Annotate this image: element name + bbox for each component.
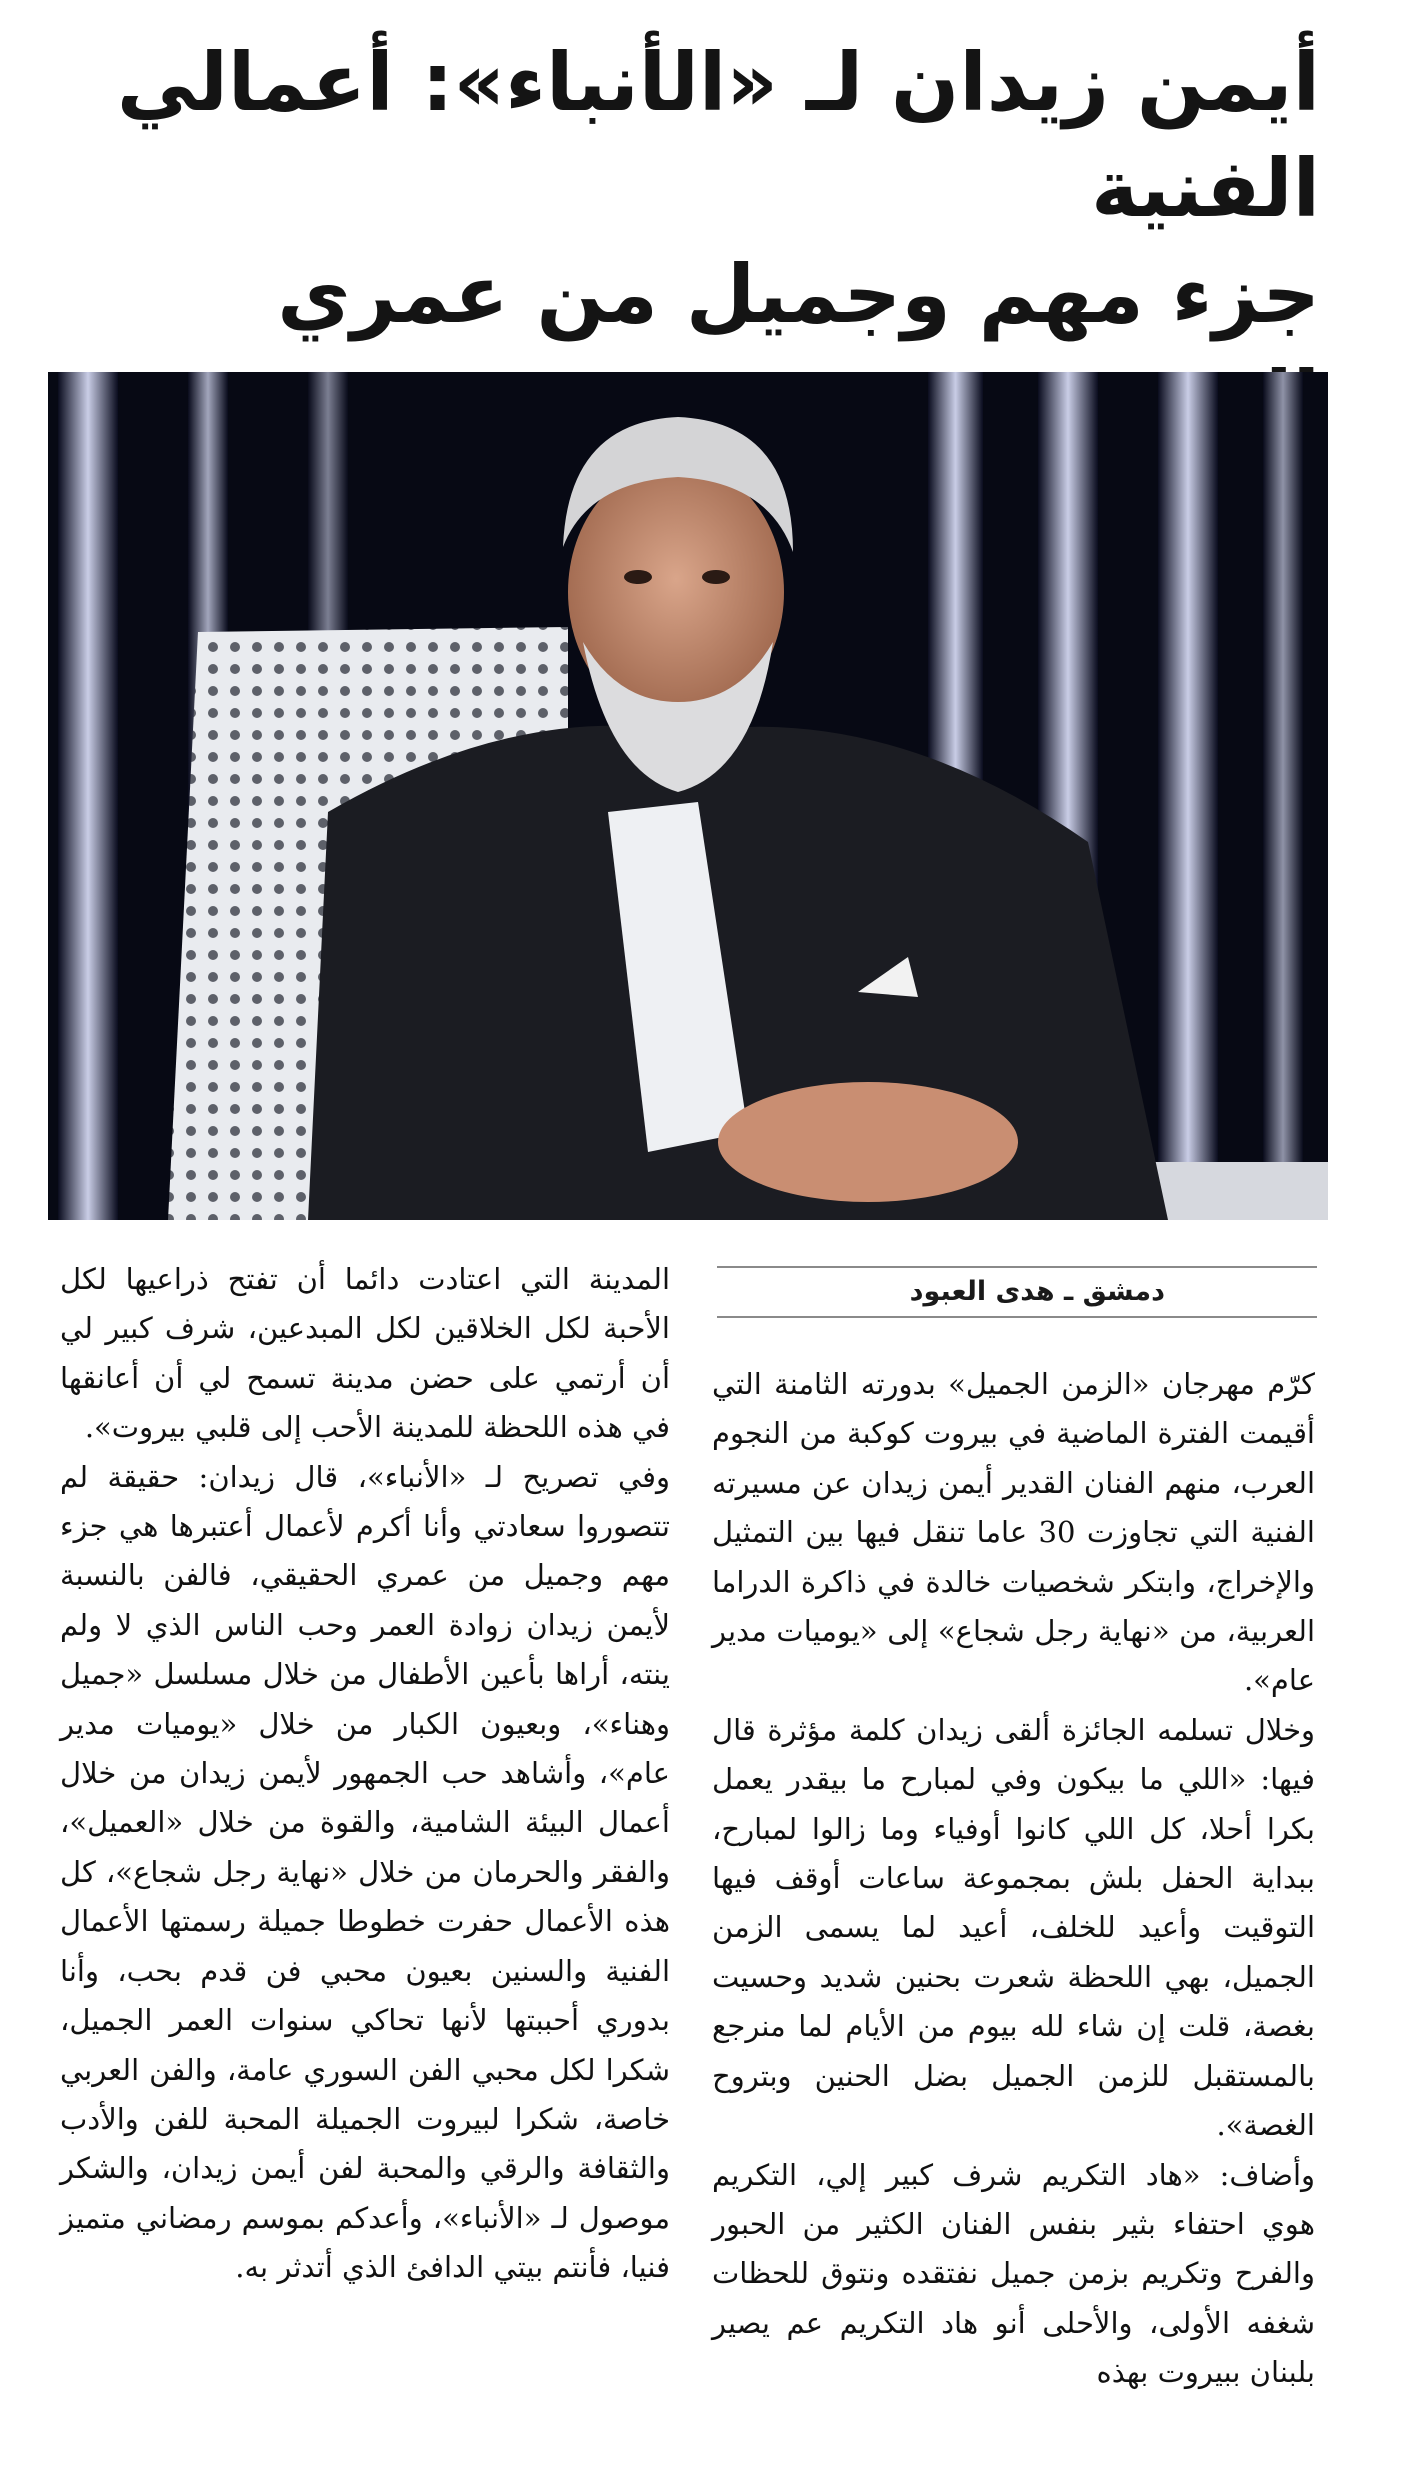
byline: دمشق ـ هدى العبود	[909, 1276, 1165, 1307]
article-paragraph: كرّم مهرجان «الزمن الجميل» بدورته الثامنة التي أقيمت الفترة الماضية في بيروت كوكبة من النجوم العرب، منهم الفنان القدير أيمن زيدان عن مسيرته الفنية التي تجاوزت 30 عاما تنقل فيها بين التمثيل والإخراج، وابتكر شخصيات خالدة في ذاكرة الدراما العربية، من «نهاية رجل شجاع» إلى «يوميات مدير عام».	[712, 1367, 1315, 1698]
article-paragraph: وأضاف: «هاد التكريم شرف كبير إلي، التكريم هوي احتفاء بثير بنفس الفنان الكثير من الحبور والفرح وتكريم بزمن جميل نفتقده ونتوق للحظات شغفه الأولى، والأحلى أنو هاد التكريم عم يصير بلبنان ببيروت بهذه	[712, 2157, 1315, 2390]
byline-underline	[717, 1316, 1317, 1318]
article-paragraph: وفي تصريح لـ «الأنباء»، قال زيدان: حقيقة لم تتصوروا سعادتي وأنا أكرم لأعمال أعتبرها هي جزء مهم وجميل من عمري الحقيقي، فالفن بالنسبة لأيمن زيدان زوادة العمر وحب الناس الذي لا ولم ينته، أراها بأعين الأطفال من خلال مسلسل «جميل وهناء»، وبعيون الكبار من خلال «يوميات مدير عام»، وأشاهد حب الجمهور لأيمن زيدان من خلال أعمال البيئة الشامية، والقوة من خلال «العميل»، والفقر والحرمان من خلال «نهاية رجل شجاع»، كل هذه الأعمال حفرت خطوطا جميلة رسمتها الأعمال الفنية والسنين بعيون محبي فن قدم بحب، وأنا بدوري أحببتها لأنها تحاكي سنوات العمر الجميل، شكرا لكل محبي الفن السوري عامة، والفن العربي خاصة، شكرا لبيروت الجميلة المحبة للفن والأدب والثقافة والرقي والمحبة لفن أيمن زيدان، والشكر موصول لـ «الأنباء»، وأعدكم بموسم رمضاني متميز فنيا، فأنتم بيتي الدافئ الذي أتدثر به.	[60, 1459, 670, 2285]
byline-rule	[717, 1266, 1317, 1268]
article-column-right	[712, 1360, 1315, 2398]
article-paragraph: المدينة التي اعتادت دائما أن تفتح ذراعيها لكل الأحبة لكل الخلاقين لكل المبدعين، شرف كبير لي أن أرتمي على حضن مدينة تسمح لي أن أعانقها في هذه اللحظة للمدينة الأحب إلى قلبي بيروت».	[60, 1262, 670, 1445]
headline-line-1: أيمن زيدان لـ «الأنباء»: أعمالي الفنية	[116, 36, 1320, 235]
article-paragraph: وخلال تسلمه الجائزة ألقى زيدان كلمة مؤثرة قال فيها: «اللي ما بيكون وفي لمبارح ما بيقدر يعمل بكرا أحلا، كل اللي كانوا أوفياء وما زالوا لمبارح، ببداية الحفل بلش بمجموعة ساعات أوقف فيها التوقيت وأعيد للخلف، أعيد لما يسمى الزمن الجميل، بهي اللحظة شعرت بحنين شديد وحسيت بغصة، قلت إن شاء لله بيوم من الأيام لما منرجع بالمستقبل للزمن الجميل بضل الحنين وبتروح الغصة».	[712, 1712, 1315, 2143]
article-column-left	[60, 1255, 670, 2293]
headline-line-2: جزء مهم وجميل من عمري	[277, 248, 1320, 341]
portrait-photo	[48, 372, 1328, 1220]
